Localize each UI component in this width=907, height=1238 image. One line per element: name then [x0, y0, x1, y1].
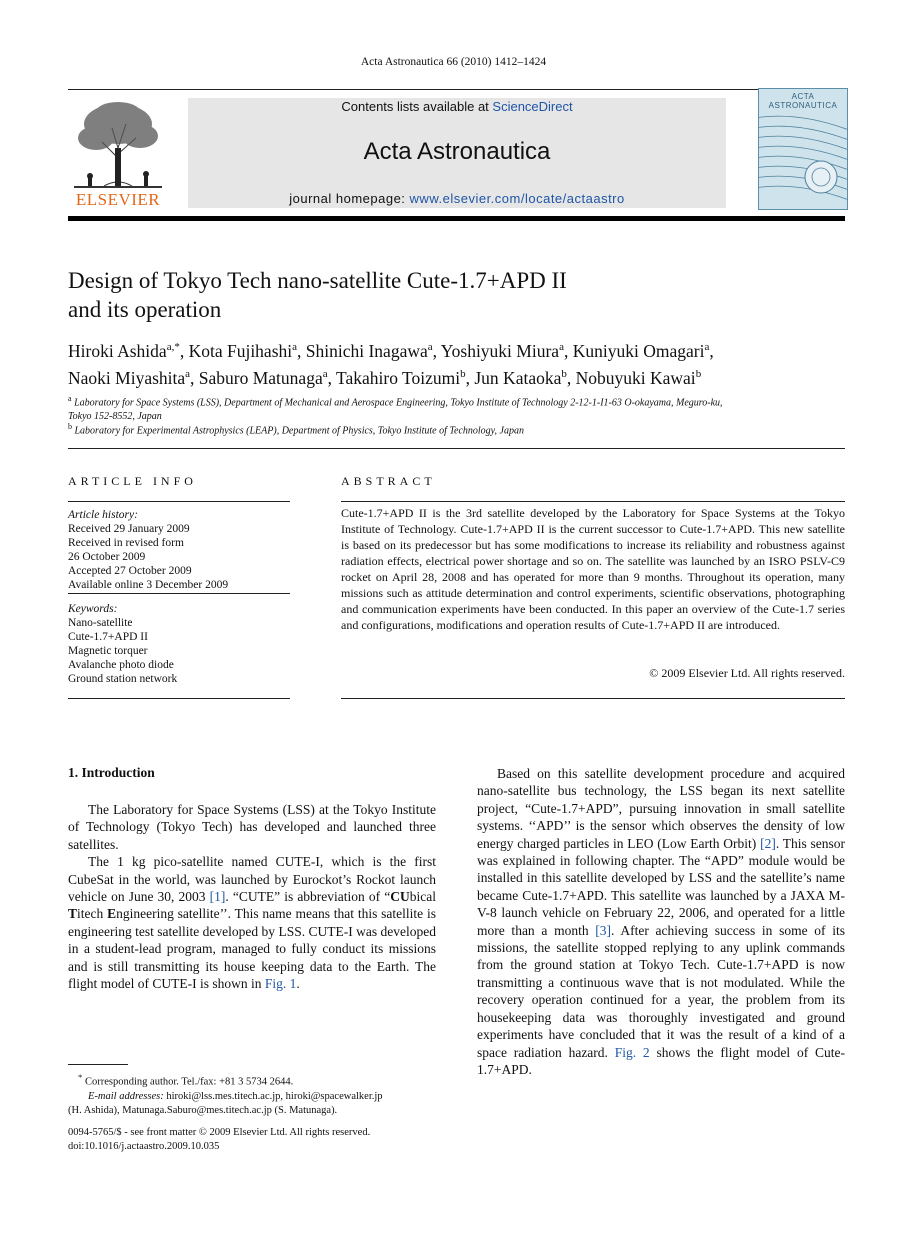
text-run: . “CUTE” is abbreviation of “: [225, 889, 391, 905]
article-info-rule-2: [68, 593, 290, 594]
author-separator: ,: [297, 340, 306, 361]
intro-paragraph-3: [477, 765, 845, 1078]
author-separator: ,: [327, 367, 337, 388]
elsevier-tree-icon: [68, 98, 168, 190]
author-name: Yoshiyuki Miura: [440, 340, 560, 361]
intro-paragraph-2: [68, 853, 436, 992]
keyword-item: Avalanche photo diode: [68, 659, 174, 671]
author-name: Takahiro Toizumi: [336, 367, 461, 388]
contents-availability: [188, 99, 726, 114]
history-item: Available online 3 December 2009: [68, 579, 229, 591]
journal-cover-thumbnail[interactable]: [758, 88, 848, 210]
author-separator: ,: [566, 367, 576, 388]
author-affiliation-mark[interactable]: a: [427, 341, 433, 353]
figure-link-1[interactable]: Fig. 1: [264, 976, 297, 992]
journal-reference: Acta Astronautica 66 (2010) 1412–1424: [360, 56, 547, 68]
text-run: The 1 kg pico-satellite named CUTE-I, which is the first CubeSat in the world, was launched by Eurockot’s Rockot launch vehicle on June 30, 2003: [68, 854, 436, 905]
text-run: Based on this satellite development procedure and acquired nano-satellite bus technology, the LSS began its next satellite project, “Cute-1.7+APD”, pursuing innovation in small satellite systems. ‘‘APD’’ is the sensor which observes the density of low energy charged particles in LEO (Low Earth Orbit): [477, 766, 845, 851]
keyword-item: Cute-1.7+APD II: [68, 631, 148, 643]
history-item: Received 29 January 2009: [68, 523, 190, 535]
title-line-1: Design of Tokyo Tech nano-satellite Cute-1.7+APD II: [68, 268, 567, 293]
reference-link-3[interactable]: [3]: [595, 922, 612, 938]
right-column-text: [477, 765, 845, 1078]
author-affiliation-mark[interactable]: a: [704, 341, 710, 353]
header-bottom-rule: [68, 216, 845, 221]
author-line-1: [68, 336, 848, 363]
contents-prefix: Contents lists available at: [341, 99, 493, 114]
text-run: shows the flight model of Cute-1.7+APD.: [477, 1044, 846, 1077]
abstract-text: Cute-1.7+APD II is the 3rd satellite developed by the Laboratory for Space Systems at the Tokyo Institute of Technology. Cute-1.7+APD II is the current successor to Cute-1.7+APD. This new satellite is based on its predecessor but has some modifications to increase its reliability and robustness against radiation effects, electrical power shortage and so on. The satellite was launched by an ISRO PSLV-C9 rocket on April 28, 2008 and has operated for more than 9 months. Throughout its operation, many missions such as attitude determination and control experiments, scientific observations, photographing and communication experiments have been conducted. In this paper an overview of the Cute-1.7 series and configurations, modifications and operation results of Cute-1.7+APD II are introduced.: [341, 506, 845, 632]
acronym-letter: CU: [390, 889, 410, 905]
keyword-item: Magnetic torquer: [68, 645, 148, 657]
author-name: Saburo Matunaga: [198, 367, 323, 388]
author-separator: ,: [563, 340, 573, 361]
reference-link-1[interactable]: [1]: [209, 889, 226, 905]
abstract-heading: ABSTRACT: [341, 474, 436, 488]
author-separator: ,: [709, 340, 714, 361]
keywords: [68, 602, 290, 686]
article-title: [68, 266, 845, 324]
reference-link-2[interactable]: [2]: [760, 835, 776, 851]
author-name: Naoki Miyashita: [68, 367, 186, 388]
acronym-letter: T: [68, 906, 78, 922]
author-line-2: [68, 363, 848, 390]
history-item: Received in revised form: [68, 537, 184, 549]
author-affiliation-mark[interactable]: a: [185, 367, 191, 380]
history-item: 26 October 2009: [68, 551, 146, 563]
author-affiliation-mark[interactable]: a,*: [166, 341, 180, 353]
email-label: E-mail addresses:: [88, 1090, 164, 1102]
sciencedirect-link[interactable]: ScienceDirect: [492, 99, 573, 114]
corresponding-mark: *: [78, 1072, 83, 1082]
text-run: .: [296, 976, 300, 992]
author-name: Kota Fujihashi: [188, 340, 293, 361]
article-history: [68, 508, 290, 592]
homepage-link[interactable]: www.elsevier.com/locate/actaastro: [409, 191, 625, 206]
author-affiliation-mark[interactable]: a: [322, 367, 328, 380]
abstract-rule-1: [341, 501, 845, 502]
affiliation-mark: a: [68, 394, 72, 403]
email-addresses-cont[interactable]: (H. Ashida), Matunaga.Saburo@mes.titech.ac.jp (S. Matunaga).: [68, 1104, 338, 1116]
footnotes: [68, 1070, 436, 1118]
affiliation-mark: b: [68, 422, 72, 431]
journal-name: Acta Astronautica: [363, 138, 551, 165]
author-affiliation-mark[interactable]: b: [460, 367, 466, 380]
affiliation-b: [68, 420, 845, 438]
keyword-item: Ground station network: [68, 673, 178, 685]
elsevier-wordmark: ELSEVIER: [75, 190, 161, 209]
title-line-2: and its operation: [68, 297, 222, 322]
author-affiliation-mark[interactable]: a: [559, 341, 564, 353]
email-addresses[interactable]: hiroki@lss.mes.titech.ac.jp, hiroki@spacewalker.jp: [163, 1090, 383, 1102]
author-name: Jun Kataoka: [474, 367, 562, 388]
article-info-heading: ARTICLE INFO: [68, 474, 197, 488]
history-item: Accepted 27 October 2009: [68, 565, 192, 577]
article-info-rule-3: [68, 698, 290, 699]
affiliation-text: Laboratory for Experimental Astrophysics (LEAP), Department of Physics, Tokyo Institute of Technology, Japan: [74, 425, 524, 437]
abstract-copyright: © 2009 Elsevier Ltd. All rights reserved.: [649, 666, 845, 680]
abstract-rule-2: [341, 698, 845, 699]
text-run: . After achieving success in some of its missions, the satellite stopped replying to any uplink commands from the ground station at Tokyo Tech. Cute-1.7+APD is now transmitting a continuous wave that is not modulated. While the recovery operation continued for a year, the problem from its housekeeping data was thoroughly investigated and ground experiments have concluded that it was the result of a kind of a space radiation hazard.: [477, 922, 845, 1060]
author-affiliation-mark[interactable]: b: [695, 367, 702, 380]
text-run: ngineering satellite’’. This name means that this satellite is engineering test satellite developed by LSS. CUTE-I was developed in a student-lead program, managed to fully conduct its missions and is still transmitting its house keeping data to the Earth. The flight model of CUTE-I is shown in: [68, 906, 436, 992]
affiliation-text: Laboratory for Space Systems (LSS), Department of Mechanical and Aerospace Engineering, Tokyo Institute of Technology 2-12-1-I1-63 O-okayama, Meguro-ku,: [74, 397, 723, 409]
cover-title: ACTA ASTRONAUTICA: [768, 92, 838, 110]
affiliation-rule: [68, 448, 845, 449]
doi-line[interactable]: doi:10.1016/j.actaastro.2009.10.035: [68, 1141, 220, 1152]
author-list: [68, 336, 848, 390]
journal-homepage: [188, 191, 726, 206]
affiliation-text-line-2: Tokyo 152-8552, Japan: [68, 411, 162, 423]
acronym-letter: E: [107, 906, 117, 922]
article-info-rule-1: [68, 501, 290, 502]
figure-link-2[interactable]: Fig. 2: [614, 1044, 650, 1060]
homepage-prefix: journal homepage:: [289, 191, 410, 206]
author-name: Shinichi Inagawa: [305, 340, 428, 361]
author-separator: ,: [190, 367, 199, 388]
text-run: itech: [77, 906, 108, 922]
author-separator: ,: [179, 340, 189, 361]
publication-info: [68, 1126, 448, 1154]
history-label: Article history:: [68, 509, 138, 521]
section-heading-introduction: 1. Introduction: [68, 765, 155, 780]
text-run: bical: [409, 889, 436, 905]
header-top-rule: [68, 89, 845, 90]
author-name: Kuniyuki Omagari: [572, 340, 705, 361]
author-affiliation-mark[interactable]: a: [292, 341, 298, 353]
author-name: Hiroki Ashida: [68, 340, 167, 361]
author-separator: ,: [432, 340, 441, 361]
keyword-item: Nano-satellite: [68, 617, 133, 629]
corresponding-author: Corresponding author. Tel./fax: +81 3 5734 2644.: [85, 1076, 294, 1088]
issn-line: 0094-5765/$ - see front matter © 2009 Elsevier Ltd. All rights reserved.: [68, 1127, 371, 1138]
keywords-label: Keywords:: [68, 603, 118, 615]
intro-paragraph-1: The Laboratory for Space Systems (LSS) at the Tokyo Institute of Technology (Tokyo Tech) has developed and launched three satellites.: [68, 802, 436, 852]
author-affiliation-mark[interactable]: b: [561, 367, 567, 380]
left-column-text: [68, 801, 436, 992]
elsevier-logo[interactable]: [68, 98, 168, 208]
text-run: . This sensor was explained in following chapter. The “APD” module would be installed in this satellite developed by LSS and the satellite’s name became Cute-1.7+APD. This satellite was launched by a JAXA M-V-8 launch vehicle on February 22, 2006, and operated for a little more than a month: [477, 835, 845, 938]
footnote-rule: [68, 1064, 128, 1065]
author-name: Nobuyuki Kawai: [575, 367, 696, 388]
author-separator: ,: [465, 367, 475, 388]
